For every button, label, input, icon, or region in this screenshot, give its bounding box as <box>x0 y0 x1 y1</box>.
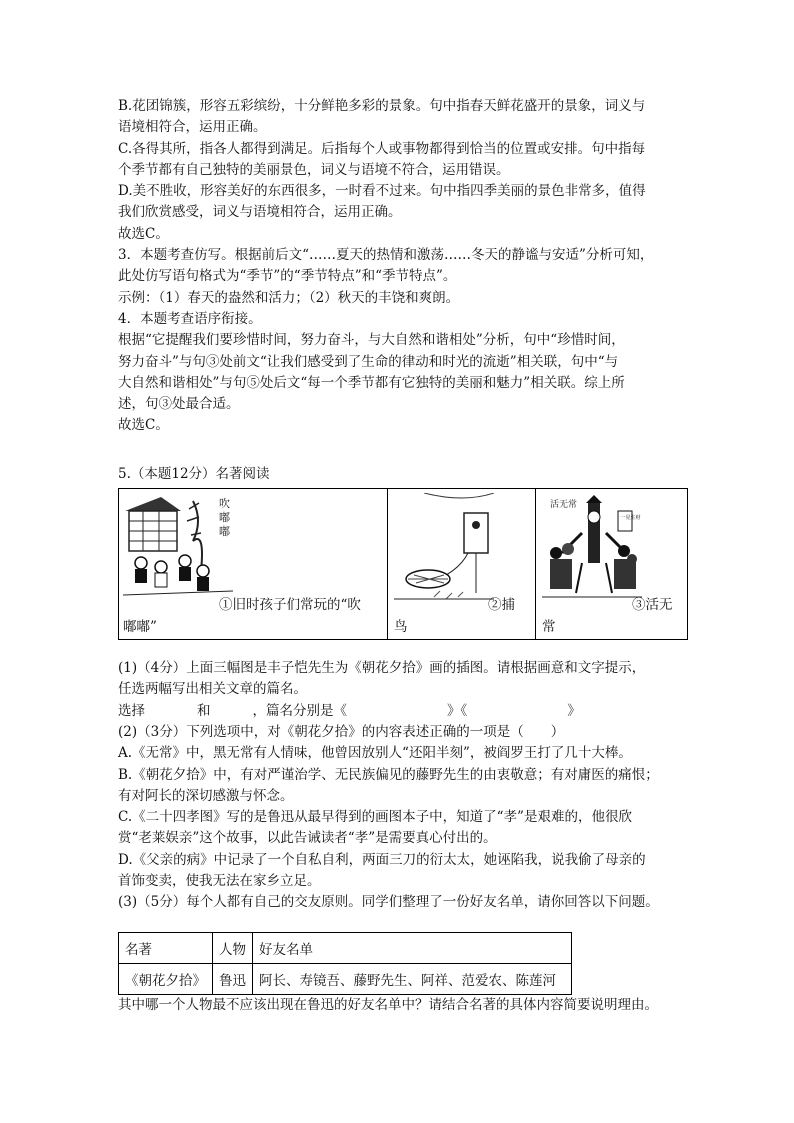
text-line: 个季节都有自己独特的美丽景色，词义与语境不符合，运用错误。 <box>118 161 510 178</box>
option-b: B.《朝花夕拾》中，有对严谨治学、无民族偏见的藤野先生的由衷敬意；有对庸医的痛恨； <box>118 766 659 783</box>
illustration-cell-1 <box>119 489 388 640</box>
text-line: 述，句③处最合适。 <box>118 396 240 413</box>
text-line: 努力奋斗”与句③处前文“让我们感受到了生命的律动和时光的流逝”相关联，句中“与 <box>118 353 619 370</box>
text-line: 3．本题考查仿写。根据前后文“……夏天的热情和激荡……冬天的静谧与安适”分析可知， <box>118 247 654 264</box>
document-page <box>118 96 688 1016</box>
svg-text:嘟: 嘟 <box>219 511 230 525</box>
illustration-cell-2 <box>388 489 536 640</box>
header-cell: 人物 <box>213 932 253 963</box>
banner-text: 活无常 <box>550 500 578 511</box>
fill-label-mid: 》《 <box>447 702 468 719</box>
text-line: 首饰变卖，使我无法在家乡立足。 <box>118 873 321 890</box>
option-c: C.《二十四孝图》写的是鲁迅从最早得到的画图本子中，知道了“孝”是艰难的，他很欣 <box>118 809 632 826</box>
fill-label-choose: 选择 <box>118 702 145 719</box>
text-line: 有对阿长的深切感激与怀念。 <box>118 787 294 804</box>
table-cell: 阿长、寿镜吾、藤野先生、阿祥、范爱农、陈莲河 <box>253 963 572 994</box>
header-cell: 名著 <box>119 932 213 963</box>
text-line: 故选C。 <box>118 225 169 242</box>
friends-table <box>118 932 572 995</box>
option-a: A.《无常》中，黑无常有人情味，他曾因放别人“还阳半刻”，被阎罗王打了几十大棒。 <box>118 745 632 762</box>
caption-2-line-1: ②捕 <box>488 597 515 614</box>
text-line: 任选两幅写出相关文章的篇名。 <box>118 681 307 698</box>
question-5-title: 5.（本题12分）名著阅读 <box>118 465 270 482</box>
header-cell: 好友名单 <box>253 932 572 963</box>
text-line: 大自然和谐相处”与句⑤处后文“每一个季节都有它独特的美丽和魅力”相关联。综上所 <box>118 374 625 391</box>
table-cell: 鲁迅 <box>213 963 253 994</box>
text-line: 示例：（1）春天的盎然和活力；（2）秋天的丰饶和爽朗。 <box>118 289 460 306</box>
caption-2-line-2: 鸟 <box>394 619 408 636</box>
text-line: 我们欣赏感受，词义与语境相符合，运用正确。 <box>118 204 402 221</box>
question-5-3: (3)（5分）每个人都有自己的交友原则。同学们整理了一份好友名单，请你回答以下问题。 <box>118 894 659 911</box>
sign-text: 一见生财 <box>620 515 641 522</box>
table-cell: 《朝花夕拾》 <box>119 963 213 994</box>
caption-1-line-2: 嘟嘟” <box>123 619 157 636</box>
text-line: B.花团锦簇，形容五彩缤纷，十分鲜艳多彩的景象。句中指春天鲜花盛开的景象，词义与 <box>118 98 646 114</box>
fill-label-titles: ，篇名分别是《 <box>252 702 347 719</box>
answer-explanations <box>118 96 688 437</box>
text-line: (2)（3分）下列选项中，对《朝花夕拾》的内容表述正确的一项是（ ） <box>118 723 565 740</box>
bird-catching-illustration <box>394 493 494 605</box>
fill-label-end: 》 <box>567 702 581 719</box>
illustration-cell-3 <box>536 489 688 640</box>
text-line: 此处仿写语句格式为“季节”的“季节特点”和“季节特点”。 <box>118 268 457 285</box>
fill-in-line <box>118 701 688 722</box>
caption-1-line-1: ①旧时孩子们常玩的“吹 <box>219 597 361 614</box>
text-line: (1)（4分）上面三幅图是丰子恺先生为《朝花夕拾》画的插图。请根据画意和文字提示， <box>118 660 646 677</box>
svg-text:嘟: 嘟 <box>219 525 230 539</box>
text-line: D.美不胜收，形容美好的东西很多，一时看不过来。句中指四季美丽的景色非常多，值得 <box>118 183 646 200</box>
text-line: C.各得其所，指各人都得到满足。后指每个人或事物都得到恰当的位置或安排。句中指每 <box>118 140 646 157</box>
text-line: 故选C。 <box>118 417 169 434</box>
svg-text:吹: 吹 <box>219 497 230 511</box>
option-d: D.《父亲的病》中记录了一个自私自利，两面三刀的衍太太，她诬陷我，说我偷了母亲的 <box>118 851 646 868</box>
question-5-1 <box>118 658 688 722</box>
fill-label-and: 和 <box>197 702 211 719</box>
calligraphy-inscription <box>217 495 231 565</box>
closing-question: 其中哪一个人物最不应该出现在鲁迅的好友名单中？请结合名著的具体内容简要说明理由。 <box>118 996 658 1013</box>
huo-wuchang-illustration <box>542 493 642 605</box>
question-5-2 <box>118 722 688 914</box>
table-row <box>119 963 572 994</box>
text-line: 4．本题考查语序衔接。 <box>118 310 262 327</box>
text-line: 赏“老莱娱亲”这个故事，以此告诫读者“孝”是需要真心付出的。 <box>118 830 497 847</box>
caption-3-line-2: 常 <box>542 619 556 636</box>
text-line: 语境相符合，运用正确。 <box>118 119 267 136</box>
text-line: 根据“它提醒我们要珍惜时间，努力奋斗，与大自然和谐相处”分析，句中“珍惜时间， <box>118 332 625 349</box>
illustrations-table <box>118 488 688 640</box>
caption-3-line-1: ③活无 <box>632 597 673 614</box>
table-header-row <box>119 932 572 963</box>
